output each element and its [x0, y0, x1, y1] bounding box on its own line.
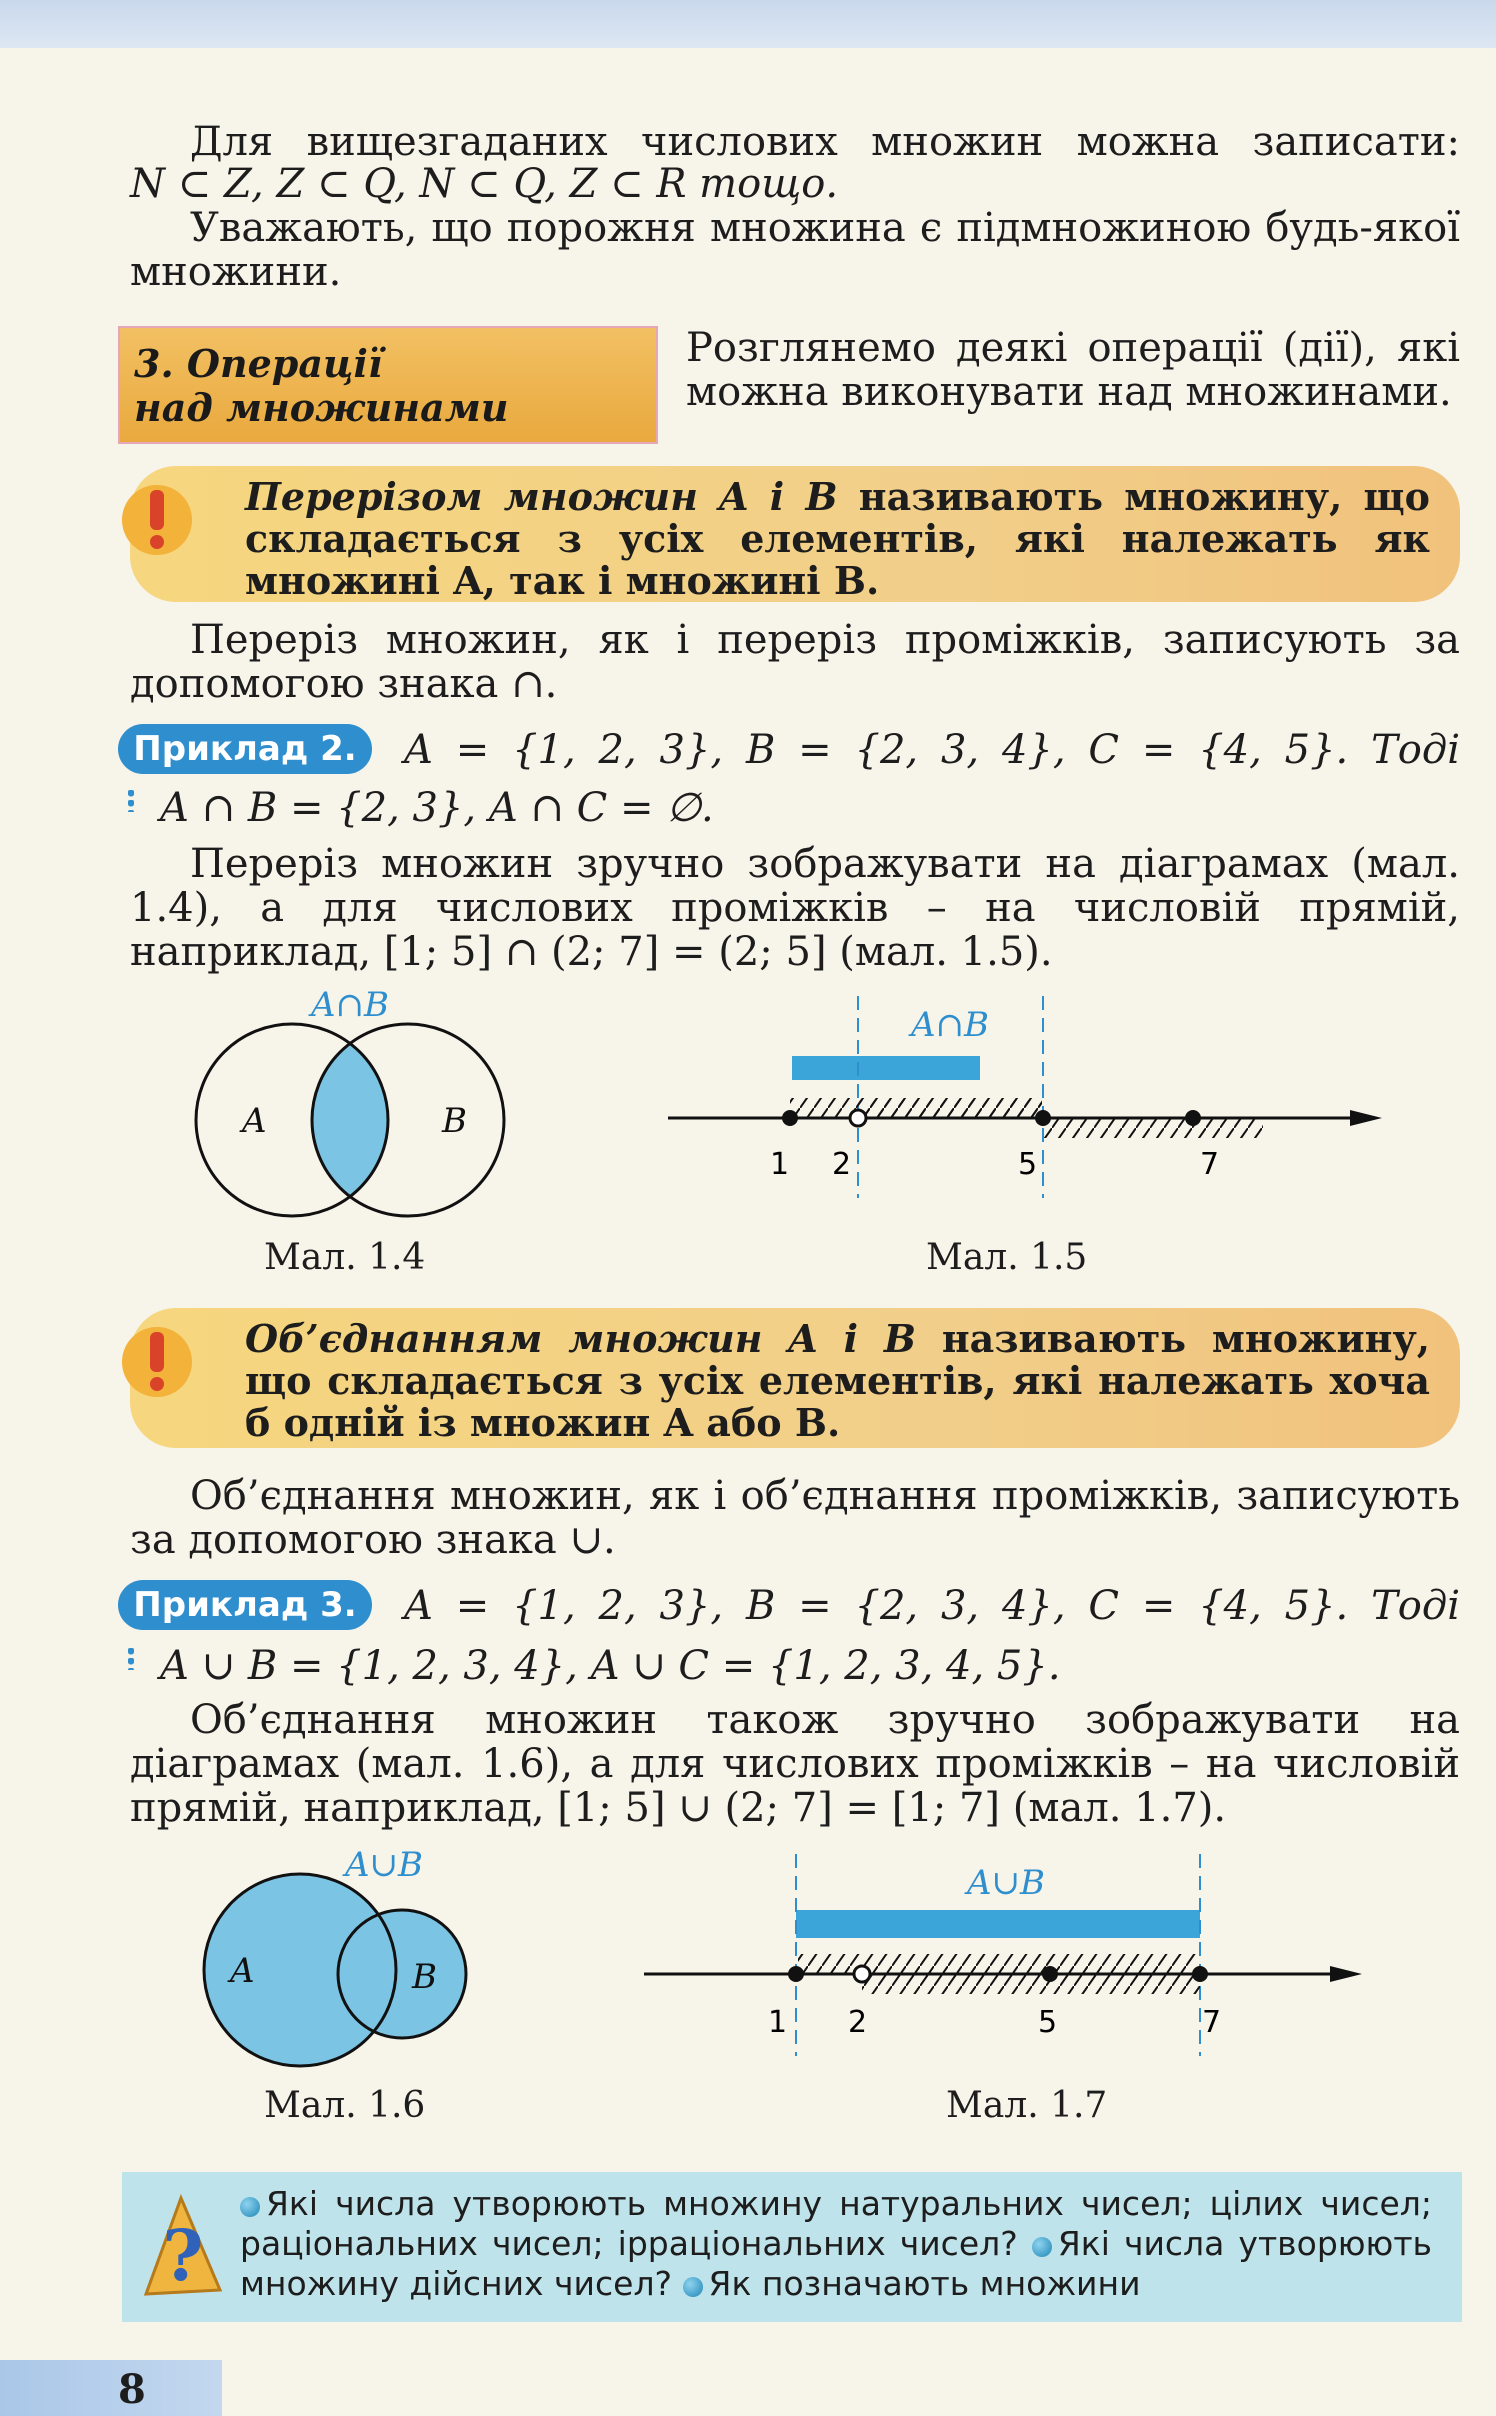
axis-arrow-icon: [1350, 1110, 1382, 1126]
question-mark-icon: [136, 2194, 226, 2304]
fig16-caption: Мал. 1.6: [264, 2085, 426, 2126]
question-1: Які числа утворюють множину натуральних чисел; цілих чисел; раціональних чисел; ірраціональних чисел?: [240, 2184, 1432, 2263]
venn-label-a: A: [242, 1101, 267, 1141]
example3-dots: [128, 1648, 134, 1670]
intro-line2: N ⊂ Z, Z ⊂ Q, N ⊂ Q, Z ⊂ R тощо.: [130, 161, 839, 207]
point-7: [1185, 1110, 1201, 1126]
tick-label-2: 2: [848, 2005, 868, 2040]
bullet-icon: [1032, 2237, 1052, 2257]
fig15-caption: Мал. 1.5: [926, 1237, 1088, 1278]
tick-label-1: 1: [770, 1147, 790, 1182]
point-5: [1042, 1966, 1058, 1982]
tick-label-2: 2: [832, 1147, 852, 1182]
intersection-interval-bar: [792, 1056, 980, 1080]
union-interval-bar: [796, 1910, 1200, 1938]
intro-paragraph2: Уважають, що порожня множина є підмножиною будь-якої множини.: [130, 205, 1460, 295]
section-heading-box: [118, 326, 658, 444]
definition-union-body: називають множину, що складається з усіх елементів, які належать хоча б одній із множин A або B.: [245, 1316, 1430, 1445]
point-5: [1035, 1110, 1051, 1126]
example3-label: Приклад 3.: [118, 1580, 372, 1630]
bullet-icon: [240, 2197, 260, 2217]
point-1: [782, 1110, 798, 1126]
point-1: [788, 1966, 804, 1982]
definition-intersection-term: Перерізом множин A і B: [245, 474, 838, 519]
question-2: Які числа утворюють множину дійсних чисел?: [240, 2224, 1432, 2303]
venn-intersection-label: A∩B: [310, 985, 390, 1025]
definition-union-term: Об’єднанням множин A і B: [245, 1316, 916, 1361]
example2-dots: [128, 790, 134, 812]
point-2-open: [854, 1966, 870, 1982]
numberline-union-label: A∪B: [966, 1863, 1046, 1903]
example2-line1: A = {1, 2, 3}, B = {2, 3, 4}, C = {4, 5}. Тоді: [404, 727, 1460, 773]
section-title-line2: над множинами: [134, 385, 509, 430]
tick-label-7: 7: [1200, 1147, 1220, 1182]
tick-label-7: 7: [1202, 2005, 1222, 2040]
numberline-union-figure: [640, 1846, 1380, 2056]
exclamation-icon: [120, 474, 194, 566]
venn-union-label-b: B: [412, 1957, 437, 1997]
example3-line2: A ∪ B = {1, 2, 3, 4}, A ∪ C = {1, 2, 3, 4, 5}.: [160, 1643, 1061, 1689]
axis-arrow-icon: [1330, 1966, 1362, 1982]
fig14-caption: Мал. 1.4: [264, 1237, 426, 1278]
point-2-open: [850, 1110, 866, 1126]
point-7: [1192, 1966, 1208, 1982]
definition-intersection-box: [130, 466, 1460, 602]
fig17-caption: Мал. 1.7: [946, 2085, 1108, 2126]
union-sign-text: Об’єднання множин, як і об’єднання проміжків, записують за допомогою знака ∪.: [130, 1473, 1460, 1563]
definition-union-box: [130, 1308, 1460, 1448]
top-decor-band: [0, 0, 1496, 48]
tick-label-5: 5: [1018, 1147, 1038, 1182]
numberline-intersection-figure: [660, 988, 1400, 1198]
page-number: 8: [118, 2366, 146, 2413]
svg-text:?: ?: [162, 2214, 204, 2297]
venn-intersection-figure: [180, 982, 520, 1222]
venn-union-label: A∪B: [344, 1845, 424, 1885]
venn-label-b: B: [442, 1101, 467, 1141]
questions-box: [122, 2172, 1462, 2322]
exclamation-icon: [120, 1316, 194, 1408]
venn-union-label-a: A: [230, 1951, 255, 1991]
section-title-line1: 3. Операції: [134, 341, 383, 386]
bullet-icon: [683, 2277, 703, 2297]
questions-text: [240, 2184, 1432, 2304]
section-intro-text: Розглянемо деякі операції (дії), які можна виконувати над множинами.: [686, 325, 1460, 415]
question-3: Як позначають множини: [708, 2264, 1141, 2303]
definition-union-text: [245, 1318, 1430, 1444]
example2-line2: A ∩ B = {2, 3}, A ∩ C = ∅.: [160, 785, 714, 831]
definition-intersection-body: називають множину, що складається з усіх елементів, які належать як множині A, так і множині B.: [245, 474, 1430, 603]
venn-union-figure: [190, 1842, 500, 2082]
intro-line1: Для вищезгаданих числових множин можна записати:: [190, 119, 1460, 165]
numberline-intersection-label: A∩B: [910, 1005, 990, 1045]
tick-label-1: 1: [768, 2005, 788, 2040]
tick-label-5: 5: [1038, 2005, 1058, 2040]
page-number-tab: [0, 2360, 222, 2416]
example2-label: Приклад 2.: [118, 724, 372, 774]
intersection-sign-text: Переріз множин, як і переріз проміжків, записують за допомогою знака ∩.: [130, 617, 1460, 707]
example3-line1: A = {1, 2, 3}, B = {2, 3, 4}, C = {4, 5}. Тоді: [404, 1583, 1460, 1629]
union-diagram-text: Об’єднання множин також зручно зображувати на діаграмах (мал. 1.6), а для числових проміжків – на числовій прямій, наприклад, [1; 5] ∪ (2; 7] = [1; 7] (мал. 1.7).: [130, 1697, 1460, 1831]
definition-intersection-text: [245, 476, 1430, 602]
intersection-diagram-text: Переріз множин зручно зображувати на діаграмах (мал. 1.4), а для числових проміжків – на числовій прямій, наприклад, [1; 5] ∩ (2; 7] = (2; 5] (мал. 1.5).: [130, 841, 1460, 975]
